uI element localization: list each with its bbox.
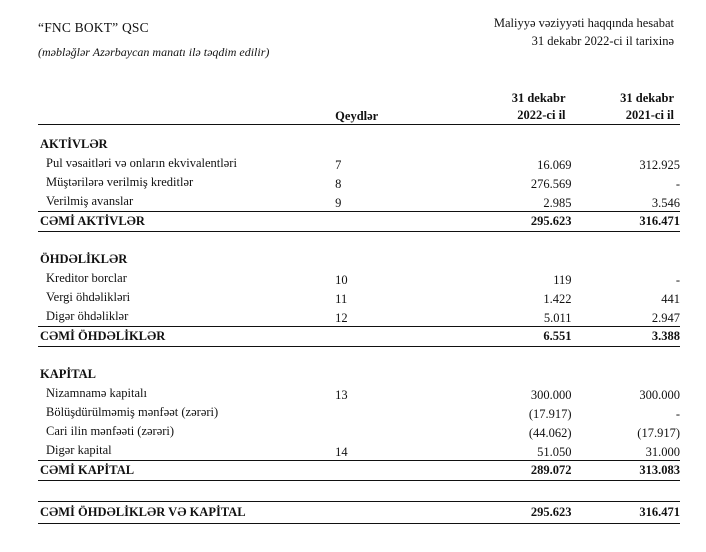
spacer — [38, 480, 680, 501]
company-name: “FNC BOKT” QSC — [38, 20, 149, 35]
row-value-2022: 16.069 — [537, 157, 572, 172]
row-note — [333, 403, 451, 422]
total-row-equity — [38, 460, 680, 480]
row-note — [333, 422, 451, 441]
row-value-2022: (17.917) — [528, 406, 572, 421]
row-note: 14 — [335, 444, 348, 459]
total-value-2021: 313.083 — [572, 460, 680, 480]
row-value-2021: 441 — [661, 291, 680, 306]
document-header — [38, 14, 680, 60]
row-value-2021: - — [675, 176, 680, 191]
total-value-2022: 6.551 — [451, 326, 571, 346]
grand-total-note — [333, 501, 451, 523]
table-row — [38, 441, 680, 461]
section-label: KAPİTAL — [40, 366, 97, 381]
table-row — [38, 403, 680, 422]
row-note: 8 — [335, 176, 342, 191]
header-year1 — [451, 90, 571, 124]
row-label: Pul vəsaitləri və onların ekvivalentləri — [46, 155, 237, 170]
row-value-2022: 1.422 — [543, 291, 572, 306]
row-label: Kreditor borclar — [46, 270, 127, 285]
table-row — [38, 307, 680, 327]
table-row — [38, 422, 680, 441]
row-value-2022: 5.011 — [543, 310, 572, 325]
row-value-2021: 3.546 — [651, 195, 680, 210]
row-value-2021: 31.000 — [645, 444, 680, 459]
table-row — [38, 154, 680, 173]
row-value-2021: (17.917) — [637, 425, 680, 440]
total-note — [333, 326, 451, 346]
table-column-headers — [38, 90, 680, 124]
section-label: ÖHDƏLİKLƏR — [40, 251, 128, 266]
row-value-2022: (44.062) — [528, 425, 572, 440]
row-note: 7 — [335, 157, 342, 172]
row-value-2022: 51.050 — [537, 444, 572, 459]
row-note: 10 — [335, 272, 348, 287]
row-label: Cari ilin mənfəəti (zərəri) — [46, 423, 175, 438]
row-value-2022: 119 — [553, 272, 572, 287]
table-row — [38, 269, 680, 288]
grand-total-label: CƏMİ ÖHDƏLİKLƏR VƏ KAPİTAL — [38, 501, 333, 523]
total-note — [333, 460, 451, 480]
table-row — [38, 288, 680, 307]
header-year2-line1: 31 dekabr — [620, 91, 674, 105]
grand-total-value-2022: 295.623 — [451, 501, 571, 523]
row-value-2021: - — [675, 272, 680, 287]
total-value-2021: 316.471 — [572, 211, 680, 231]
spacer — [38, 231, 680, 246]
company-block — [38, 14, 269, 60]
row-value-2021: 300.000 — [639, 387, 680, 402]
total-label: CƏMİ AKTİVLƏR — [38, 211, 333, 231]
row-label: Müştərilərə verilmiş kreditlər — [46, 174, 194, 189]
total-value-2022: 289.072 — [451, 460, 571, 480]
row-note: 11 — [335, 291, 348, 306]
total-value-2021: 3.388 — [572, 326, 680, 346]
row-label: Vergi öhdəlikləri — [46, 289, 131, 304]
grand-total-row — [38, 501, 680, 523]
section-heading-assets — [38, 131, 680, 154]
row-value-2021: - — [675, 406, 680, 421]
table-row — [38, 384, 680, 403]
row-label: Verilmiş avanslar — [46, 193, 134, 208]
grand-total-value-2021: 316.471 — [572, 501, 680, 523]
total-row-liabilities — [38, 326, 680, 346]
section-heading-liabilities — [38, 246, 680, 269]
total-value-2022: 295.623 — [451, 211, 571, 231]
section-heading-equity — [38, 361, 680, 384]
row-value-2022: 2.985 — [543, 195, 572, 210]
row-note: 13 — [335, 387, 348, 402]
currency-note: (məbləğlər Azərbaycan manatı ilə təqdim edilir) — [38, 45, 270, 59]
header-year2-line2: 2021-ci il — [625, 107, 674, 122]
table-row — [38, 192, 680, 212]
header-notes: Qeydlər — [335, 108, 379, 123]
row-label: Nizamnamə kapitalı — [46, 385, 148, 400]
row-label: Digər kapital — [46, 442, 112, 457]
row-label: Digər öhdəliklər — [46, 308, 129, 323]
total-note — [333, 211, 451, 231]
row-label: Bölüşdürülməmiş mənfəət (zərəri) — [46, 404, 219, 419]
row-note: 12 — [335, 310, 348, 325]
table-row — [38, 173, 680, 192]
header-blank — [38, 90, 333, 124]
header-year1-line1: 31 dekabr — [511, 91, 566, 105]
total-label: CƏMİ ÖHDƏLİKLƏR — [38, 326, 333, 346]
report-title-block — [494, 14, 680, 50]
row-note: 9 — [335, 195, 342, 210]
report-title: Maliyyə vəziyyəti haqqında hesabat — [493, 16, 674, 30]
balance-sheet-table — [38, 90, 680, 524]
section-label: AKTİVLƏR — [40, 136, 108, 151]
row-value-2022: 276.569 — [530, 176, 572, 191]
total-label: CƏMİ KAPİTAL — [38, 460, 333, 480]
report-date: 31 dekabr 2022-ci il tarixinə — [531, 34, 674, 49]
header-year2 — [572, 90, 680, 124]
total-row-assets — [38, 211, 680, 231]
row-value-2022: 300.000 — [530, 387, 572, 402]
spacer — [38, 346, 680, 361]
row-value-2021: 312.925 — [639, 157, 680, 172]
header-year1-line2: 2022-ci il — [517, 107, 566, 122]
row-value-2021: 2.947 — [651, 310, 680, 325]
